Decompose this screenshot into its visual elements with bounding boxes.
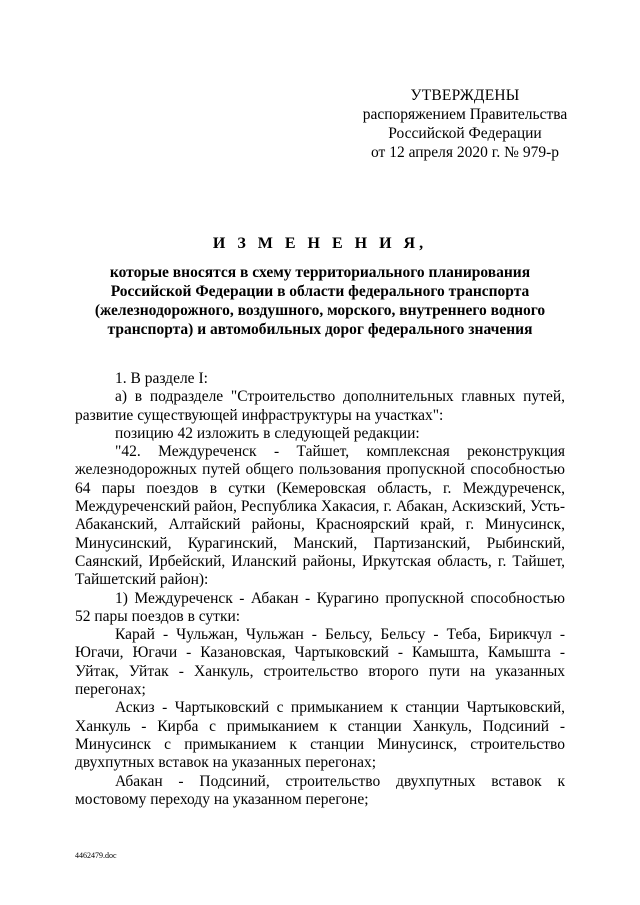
- paragraph-section-1: 1. В разделе I:: [115, 370, 208, 387]
- paragraph-item-42: "42. Междуреченск - Тайшет, комплексная реконструкция железнодорожных путей общего пользования пропускной способностью 64 пары поездов в сутки (Кемеровская область, г. Междуреченск, Междуреченский район, Республика Хакасия, г. Абакан, Аскизский, Усть-Абаканский, Алтайский районы, Красноярский край, г. Минусинск, Минусинский, Курагинский, Манский, Партизанский, Рыбинский, Саянский, Ирбейский, Иланский районы, Иркутская область, г. Тайшет, Тайшетский район):: [75, 443, 565, 589]
- approval-block: [340, 86, 590, 162]
- paragraph-karai: Карай - Чульжан, Чульжан - Бельсу, Бельсу - Теба, Бирикчул - Югачи, Югачи - Казановская, Чартыковский - Камышта, Камышта - Уйтак, Уйтак - Ханкуль, строительство второго пути на указанных перегонах;: [75, 626, 565, 699]
- approval-line-3: от 12 апреля 2020 г. № 979-р: [371, 144, 559, 161]
- document-subtitle: которые вносятся в схему территориального планирования Российской Федерации в области федерального транспорта (железнодорожного, воздушного, морского, внутреннего водного транспорта) и автомобильных дорог федерального значения: [94, 264, 546, 338]
- document-body: [75, 370, 565, 809]
- paragraph-askiz: Аскиз - Чартыковский с примыканием к станции Чартыковский, Ханкуль - Кирба с примыканием к станции Ханкуль, Подсиний - Минусинск с примыканием к станции Минусинск, строительство двухпутных вставок на указанных перегонах;: [75, 699, 565, 772]
- approval-title: УТВЕРЖДЕНЫ: [410, 87, 520, 104]
- footer-file-name: 4462479.doc: [75, 851, 117, 860]
- paragraph-position-42: позицию 42 изложить в следующей редакции:: [115, 424, 420, 442]
- paragraph-subsection-a: а) в подразделе "Строительство дополнительных главных путей, развитие существующей инфраструктуры на участках":: [75, 388, 565, 424]
- approval-line-1: распоряжением Правительства: [362, 106, 568, 123]
- document-heading: [0, 235, 640, 339]
- paragraph-item-1: 1) Междуреченск - Абакан - Курагино пропускной способностью 52 пары поездов в сутки:: [75, 589, 565, 625]
- paragraph-abakan: Абакан - Подсиний, строительство двухпутных вставок к мостовому переходу на указанном перегоне;: [75, 772, 565, 808]
- approval-line-2: Российской Федерации: [388, 125, 542, 142]
- document-title: И З М Е Н Е Н И Я,: [212, 235, 428, 252]
